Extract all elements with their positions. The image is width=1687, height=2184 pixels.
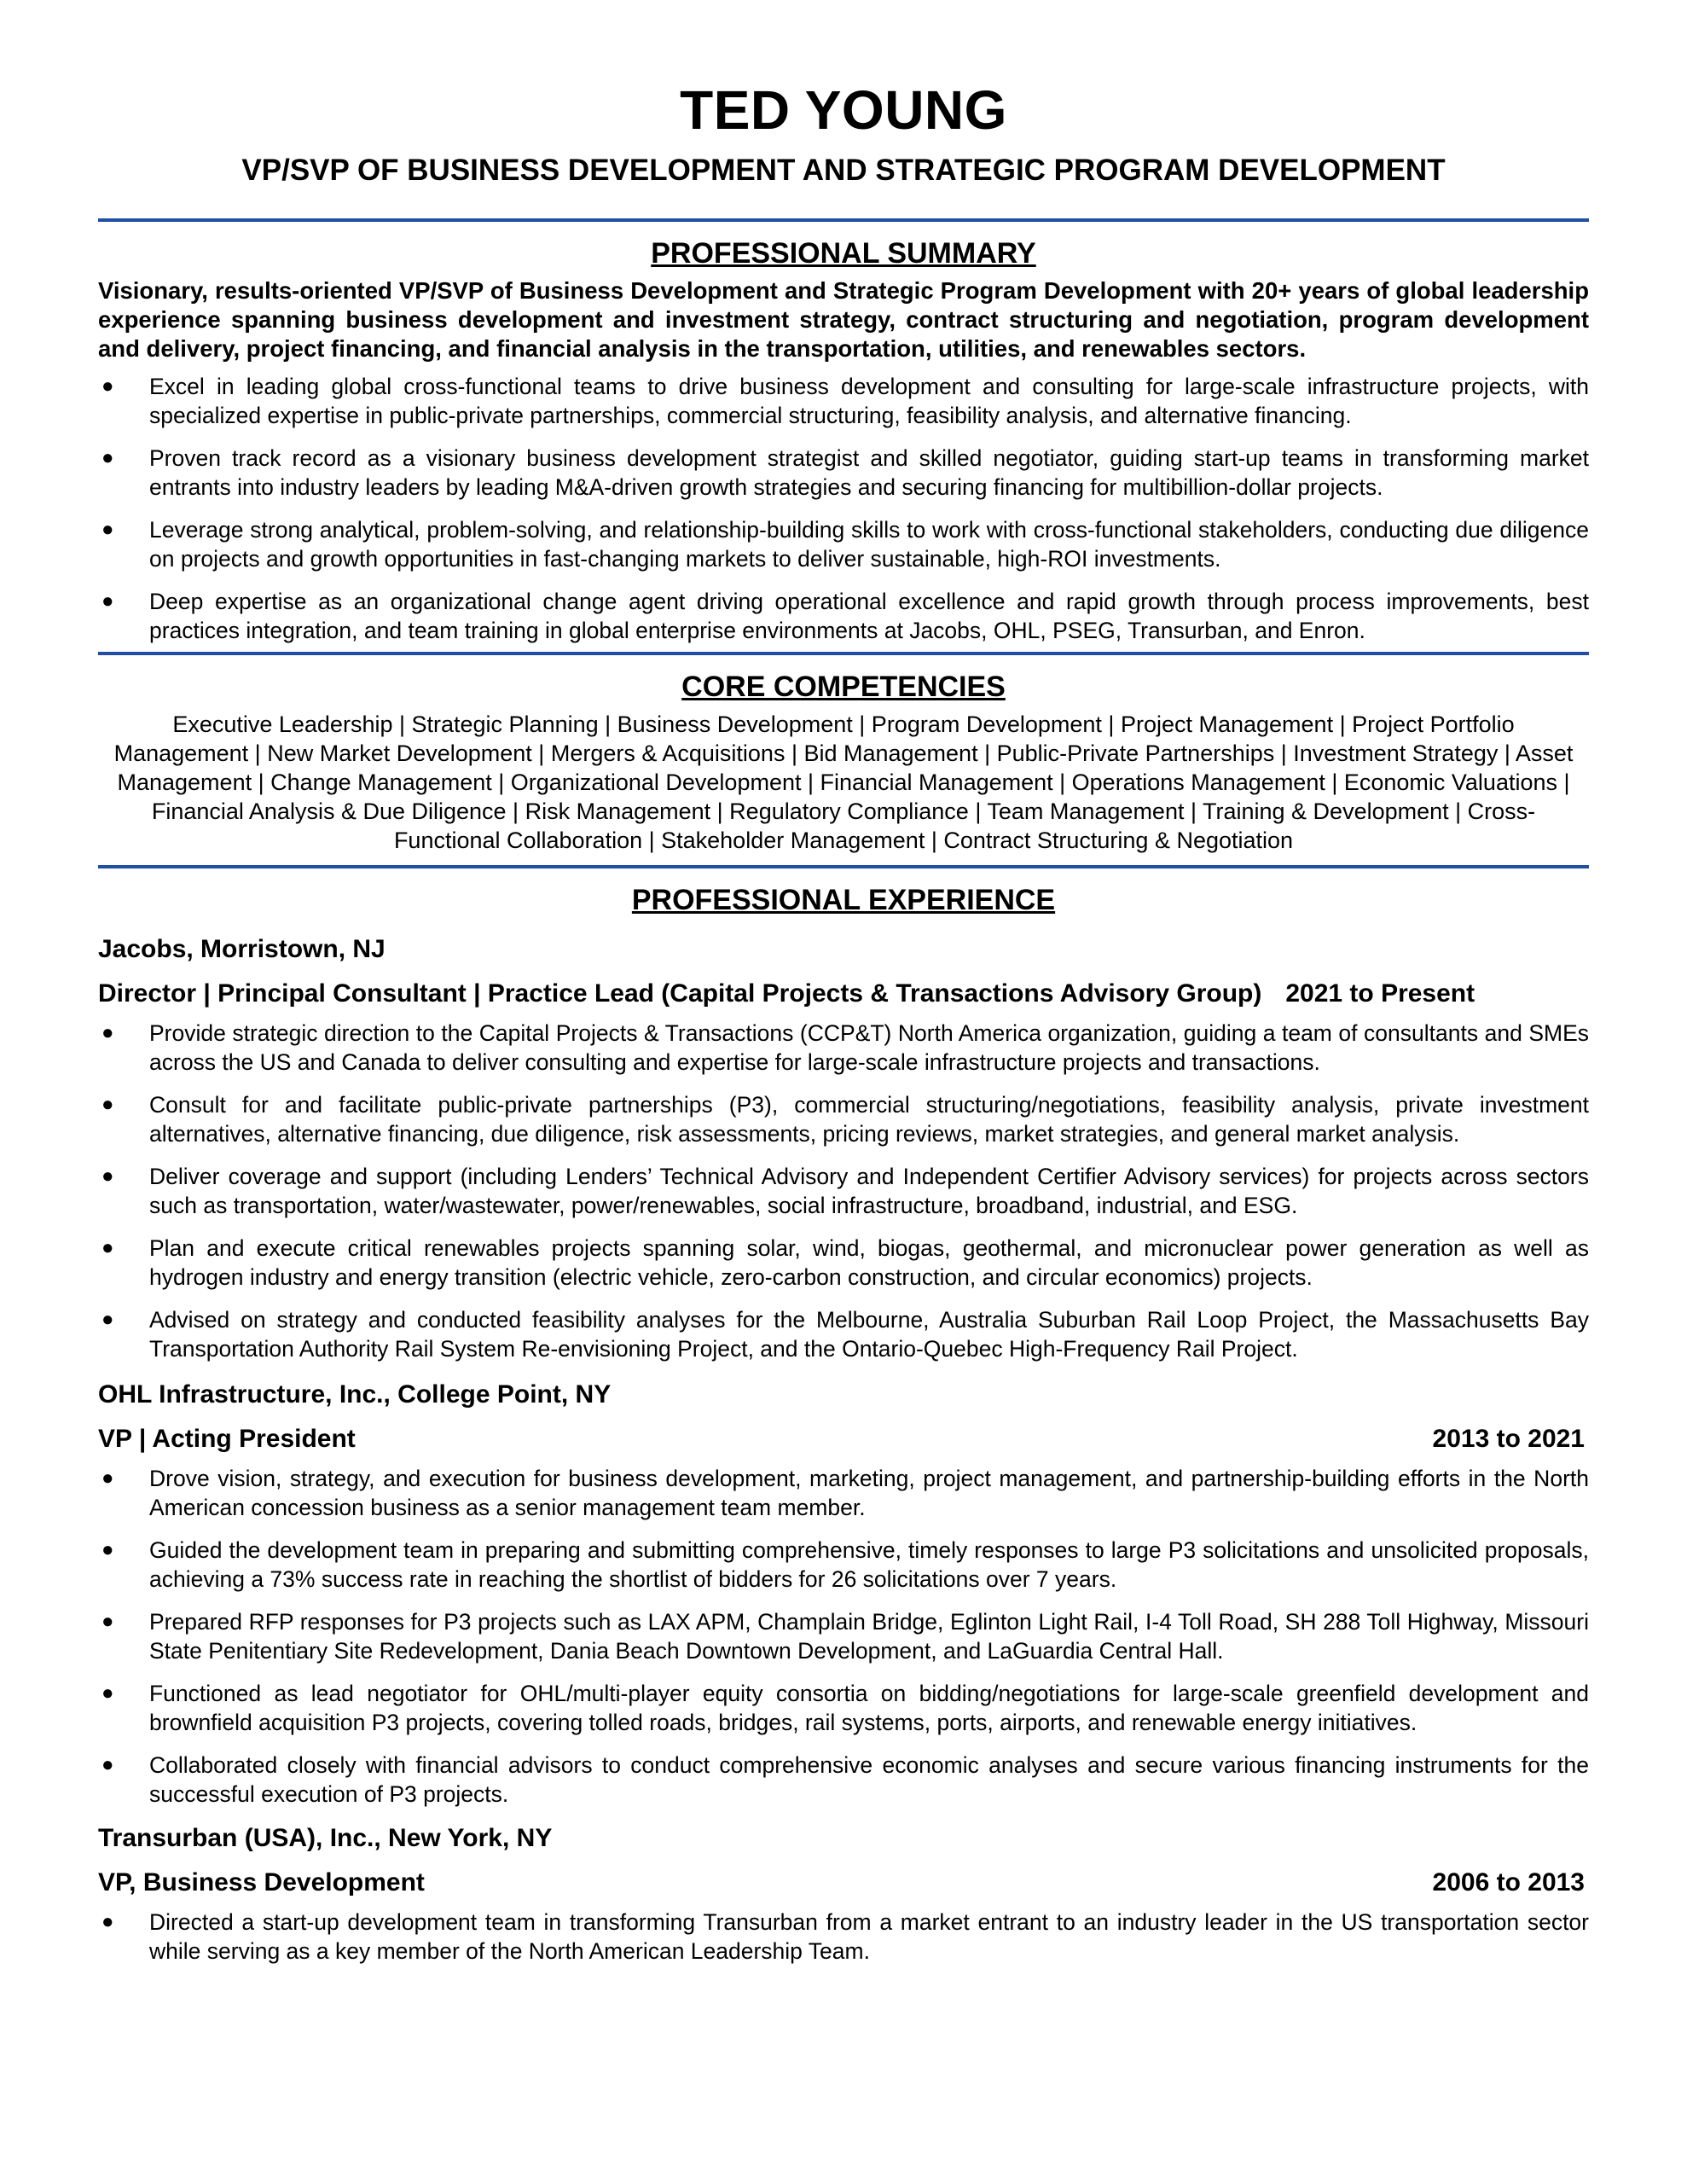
job-role: Director | Principal Consultant | Practice Lead (Capital Projects & Transactions Advisory Group) — [98, 979, 1262, 1008]
job-role-row — [98, 1867, 1585, 1899]
bullet-text: Deep expertise as an organizational change agent driving operational excellence and rapid growth through process improvements, best practices integration, and team training in global enterprise environments at Jacobs, OHL, PSEG, Transurban, and Enron. — [149, 589, 1589, 643]
bullet-icon: ● — [101, 1467, 114, 1490]
section-divider — [98, 652, 1589, 655]
candidate-headline: VP/SVP OF BUSINESS DEVELOPMENT AND STRATEGIC PROGRAM DEVELOPMENT — [241, 154, 1446, 187]
list-item — [98, 1090, 1589, 1148]
job-role-row — [98, 1423, 1585, 1455]
summary-bullets — [98, 372, 1589, 645]
experience-section — [98, 882, 1589, 1966]
bullet-icon: ● — [101, 1308, 114, 1331]
list-item — [98, 1679, 1589, 1737]
list-item — [98, 1234, 1589, 1292]
bullet-icon: ● — [101, 1610, 114, 1633]
job-entry — [98, 933, 1589, 1363]
bullet-text: Directed a start-up development team in transforming Transurban from a market entrant to an industry leader in the US transportation sector while serving as a key member of the North American Leadership Team. — [149, 1909, 1589, 1964]
bullet-icon: ● — [101, 1165, 114, 1188]
bullet-text: Consult for and facilitate public-private partnerships (P3), commercial structuring/negotiations, feasibility analysis, private investment alternatives, alternative financing, due diligence, risk assessments, pricing reviews, market strategies, and general market analysis. — [149, 1092, 1589, 1147]
bullet-text: Plan and execute critical renewables projects spanning solar, wind, biogas, geothermal, and micronuclear power generation as well as hydrogen industry and energy transition (electric vehicle, zero-carbon construction, and circular economics) projects. — [149, 1235, 1589, 1290]
job-company: OHL Infrastructure, Inc., College Point, NY — [98, 1380, 612, 1409]
bullet-text: Advised on strategy and conducted feasibility analyses for the Melbourne, Australia Suburban Rail Loop Project, the Massachusetts Bay Transportation Authority Rail System Re-envisioning Project, and the Ontario-Quebec High-Frequency Rail Project. — [149, 1307, 1589, 1362]
bullet-text: Proven track record as a visionary business development strategist and skilled negotiator, guiding start-up teams in transforming market entrants into industry leaders by leading M&A-driven growth strategies and securing financing for multibillion-dollar projects. — [149, 445, 1589, 500]
job-bullets — [98, 1464, 1589, 1809]
summary-lead: Visionary, results-oriented VP/SVP of Business Development and Strategic Program Development with 20+ years of global leadership experience spanning business development and investment strategy, contract structuring and negotiation, program development and delivery, project financing, and financial analysis in the transportation, utilities, and renewables sectors. — [98, 277, 1589, 362]
list-item — [98, 1019, 1589, 1077]
bullet-text: Provide strategic direction to the Capital Projects & Transactions (CCP&T) North America organization, guiding a team of consultants and SMEs across the US and Canada to deliver consulting and expertise for large-scale infrastructure projects and transactions. — [149, 1020, 1589, 1075]
bullet-icon: ● — [101, 1538, 114, 1561]
bullet-text: Drove vision, strategy, and execution for business development, marketing, project management, and partnership-building efforts in the North American concession business as a senior management team member. — [149, 1466, 1589, 1520]
bullet-text: Prepared RFP responses for P3 projects such as LAX APM, Champlain Bridge, Eglinton Light Rail, I-4 Toll Road, SH 288 Toll Highway, Missouri State Penitentiary Site Redevelopment, Dania Beach Downtown Development, and LaGuardia Central Hall. — [149, 1609, 1589, 1664]
bullet-text: Excel in leading global cross-functional teams to drive business development and consulting for large-scale infrastructure projects, with specialized expertise in public-private partnerships, commercial structuring, feasibility analysis, and alternative financing. — [149, 374, 1589, 428]
bullet-icon: ● — [101, 1753, 114, 1776]
list-item — [98, 587, 1589, 645]
bullet-icon: ● — [101, 446, 114, 469]
bullet-icon: ● — [101, 1910, 114, 1933]
list-item — [98, 1751, 1589, 1809]
list-item — [98, 1908, 1589, 1966]
bullet-text: Collaborated closely with financial advisors to conduct comprehensive economic analyses and secure various financing instruments for the successful execution of P3 projects. — [149, 1752, 1589, 1807]
bullet-icon: ● — [101, 375, 114, 398]
list-item — [98, 1607, 1589, 1665]
bullet-text: Functioned as lead negotiator for OHL/multi-player equity consortia on bidding/negotiations for large-scale greenfield development and brownfield acquisition P3 projects, covering tolled roads, bridges, rail systems, ports, airports, and renewable energy initiatives. — [149, 1681, 1589, 1735]
job-dates: 2021 to Present — [1285, 979, 1475, 1008]
bullet-icon: ● — [101, 1682, 114, 1705]
bullet-text: Leverage strong analytical, problem-solving, and relationship-building skills to work with cross-functional stakeholders, conducting due diligence on projects and growth opportunities in fast-changing markets to deliver sustainable, high-ROI investments. — [149, 517, 1589, 572]
job-role-row — [98, 978, 1585, 1010]
bullet-icon: ● — [101, 590, 114, 613]
list-item — [98, 1464, 1589, 1522]
summary-section — [98, 235, 1589, 645]
job-dates: 2006 to 2013 — [1432, 1868, 1585, 1896]
list-item — [98, 444, 1589, 502]
job-entry — [98, 1379, 1589, 1809]
competencies-title: CORE COMPETENCIES — [681, 671, 1006, 703]
section-divider — [98, 865, 1589, 868]
job-bullets — [98, 1908, 1589, 1966]
job-role: VP, Business Development — [98, 1868, 425, 1896]
bullet-icon: ● — [101, 1021, 114, 1044]
list-item — [98, 1536, 1589, 1594]
list-item — [98, 515, 1589, 573]
experience-title: PROFESSIONAL EXPERIENCE — [631, 884, 1056, 916]
job-role: VP | Acting President — [98, 1425, 356, 1453]
bullet-text: Deliver coverage and support (including Lenders’ Technical Advisory and Independent Certifier Advisory services) for projects across sectors such as transportation, water/wastewater, power/renewables, social infrastructure, broadband, industrial, and ESG. — [149, 1164, 1589, 1218]
bullet-icon: ● — [101, 1093, 114, 1116]
section-divider — [98, 218, 1589, 222]
bullet-icon: ● — [101, 518, 114, 541]
job-bullets — [98, 1019, 1589, 1363]
list-item — [98, 1305, 1589, 1363]
candidate-name: TED YOUNG — [680, 79, 1007, 141]
job-entry — [98, 1822, 1589, 1966]
bullet-icon: ● — [101, 1236, 114, 1259]
summary-title: PROFESSIONAL SUMMARY — [651, 237, 1036, 270]
job-dates: 2013 to 2021 — [1432, 1425, 1585, 1453]
list-item — [98, 372, 1589, 430]
competencies-list: Executive Leadership | Strategic Planning | Business Development | Program Development | Project Management | Project Portfolio Management | New Market Development | Mergers & Acquisitions | Bid Management | Public-Private Partnerships | Investment Strategy | Asset Management | Change Management | Organizational Development | Financial Management | Operations Management | Economic Valuations | Financial Analysis & Due Diligence | Risk Management | Regulatory Compliance | Team Management | Training & Development | Cross-Functional Collaboration | Stakeholder Management | Contract Structuring & Negotiation — [113, 712, 1574, 853]
job-company: Jacobs, Morristown, NJ — [98, 935, 386, 963]
job-company: Transurban (USA), Inc., New York, NY — [98, 1824, 553, 1852]
list-item — [98, 1162, 1589, 1220]
competencies-section — [98, 669, 1589, 855]
bullet-text: Guided the development team in preparing and submitting comprehensive, timely responses to large P3 solicitations and unsolicited proposals, achieving a 73% success rate in reaching the shortlist of bidders for 26 solicitations over 7 years. — [149, 1537, 1589, 1592]
